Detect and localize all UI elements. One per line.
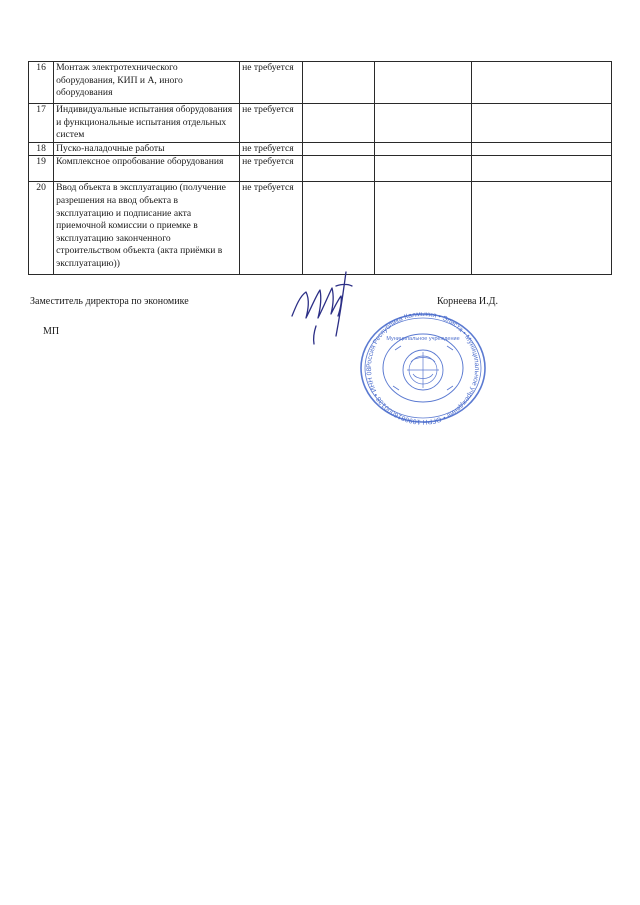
table-row [29, 156, 612, 182]
empty-cell [374, 142, 472, 156]
empty-cell [303, 104, 374, 143]
empty-cell [303, 142, 374, 156]
handwritten-signature [286, 266, 366, 346]
row-number: 19 [29, 156, 54, 182]
work-status: не требуется [240, 142, 303, 156]
signer-title: Заместитель директора по экономике [30, 296, 189, 307]
empty-cell [374, 182, 472, 275]
row-number: 16 [29, 62, 54, 104]
empty-cell [472, 142, 612, 156]
signer-name: Корнеева И.Д. [437, 296, 498, 307]
table-row [29, 104, 612, 143]
work-name: Индивидуальные испытания оборудования и функциональные испытания отдельных систем [54, 104, 240, 143]
empty-cell [472, 182, 612, 275]
works-table [28, 61, 612, 275]
row-number: 17 [29, 104, 54, 143]
table-row [29, 182, 612, 275]
work-status: не требуется [240, 182, 303, 275]
empty-cell [303, 156, 374, 182]
work-name: Комплексное опробование оборудования [54, 156, 240, 182]
stamp-ring-text: Россия Республика Калмыкия • Элиста • Муниципальное учреждение • ОГРН 1090816000138 • ИНН 08 [365, 310, 481, 426]
empty-cell [374, 156, 472, 182]
empty-cell [303, 62, 374, 104]
work-status: не требуется [240, 104, 303, 143]
stamp-inner-text: Муниципальное учреждение [386, 336, 460, 342]
work-name: Монтаж электротехнического оборудования, КИП и А, иного оборудования [54, 62, 240, 104]
empty-cell [374, 62, 472, 104]
official-stamp [355, 310, 491, 426]
work-name: Пуско-наладочные работы [54, 142, 240, 156]
row-number: 18 [29, 142, 54, 156]
empty-cell [472, 156, 612, 182]
mp-label: МП [43, 326, 60, 337]
row-number: 20 [29, 182, 54, 275]
empty-cell [374, 104, 472, 143]
work-status: не требуется [240, 62, 303, 104]
work-name: Ввод объекта в эксплуатацию (получение разрешения на ввод объекта в эксплуатацию и подписание акта приемочной комиссии о приемке в эксплуатацию законченного строительством объекта (акта приёмки в эксплуатацию)) [54, 182, 240, 275]
empty-cell [472, 104, 612, 143]
table-row [29, 62, 612, 104]
empty-cell [472, 62, 612, 104]
table-row [29, 142, 612, 156]
work-status: не требуется [240, 156, 303, 182]
empty-cell [303, 182, 374, 275]
